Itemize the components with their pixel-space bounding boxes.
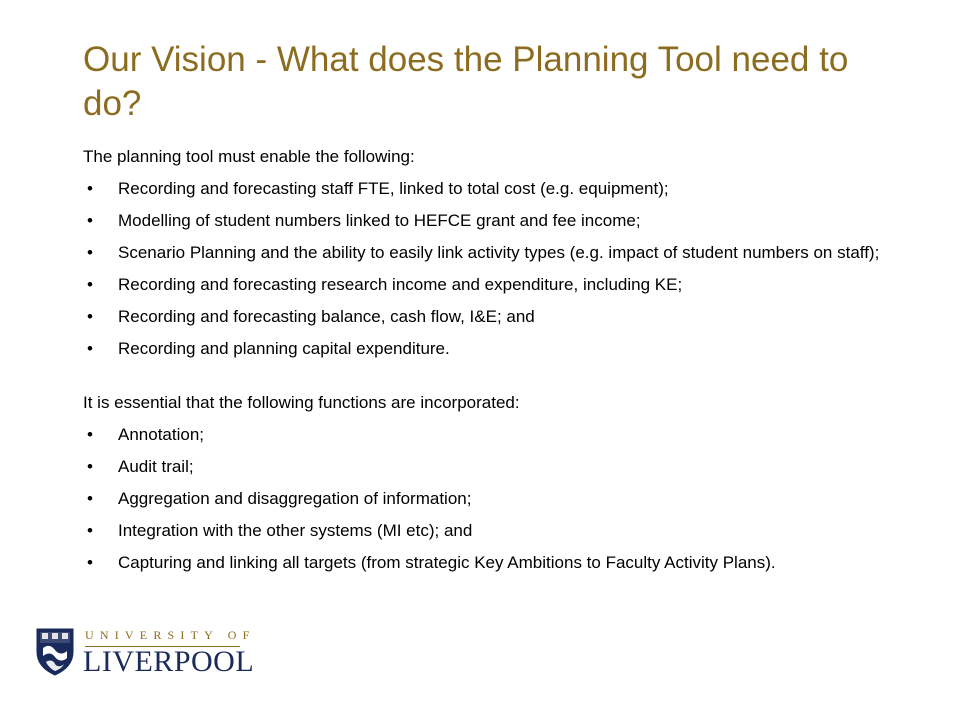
bullet-icon: • bbox=[87, 211, 93, 230]
list-item-text: Recording and forecasting research income and expenditure, including KE; bbox=[118, 275, 683, 294]
list-item bbox=[83, 520, 903, 542]
slide-body bbox=[83, 146, 903, 584]
list-item-text: Audit trail; bbox=[118, 457, 194, 476]
list-item-text: Integration with the other systems (MI etc); and bbox=[118, 521, 473, 540]
bullet-icon: • bbox=[87, 553, 93, 572]
list-item-text: Recording and forecasting balance, cash flow, I&E; and bbox=[118, 307, 535, 326]
bullet-icon: • bbox=[87, 243, 93, 262]
list-item-text: Recording and planning capital expenditure. bbox=[118, 339, 450, 358]
list-item bbox=[83, 456, 903, 478]
list-item bbox=[83, 306, 903, 328]
list-item-text: Annotation; bbox=[118, 425, 205, 444]
list-item-text: Recording and forecasting staff FTE, linked to total cost (e.g. equipment); bbox=[118, 179, 669, 198]
list-item bbox=[83, 178, 903, 200]
university-crest-icon bbox=[36, 628, 74, 676]
requirements-list bbox=[83, 178, 903, 360]
bullet-icon: • bbox=[87, 457, 93, 476]
functions-intro: It is essential that the following functions are incorporated: bbox=[83, 393, 520, 412]
list-item bbox=[83, 210, 903, 232]
bullet-icon: • bbox=[87, 425, 93, 444]
section-spacer bbox=[83, 370, 903, 392]
list-item-text: Modelling of student numbers linked to HEFCE grant and fee income; bbox=[118, 211, 641, 230]
list-item bbox=[83, 274, 903, 296]
list-item bbox=[83, 242, 903, 264]
requirements-intro: The planning tool must enable the following: bbox=[83, 147, 415, 166]
bullet-icon: • bbox=[87, 307, 93, 326]
list-item-text: Aggregation and disaggregation of information; bbox=[118, 489, 472, 508]
list-item-text: Scenario Planning and the ability to easily link activity types (e.g. impact of student numbers on staff); bbox=[118, 243, 880, 262]
slide-title: Our Vision - What does the Planning Tool need to do? bbox=[83, 40, 849, 123]
logo-university-of: UNIVERSITY OF bbox=[85, 628, 256, 642]
bullet-icon: • bbox=[87, 489, 93, 508]
bullet-icon: • bbox=[87, 339, 93, 358]
bullet-icon: • bbox=[87, 521, 93, 540]
list-item bbox=[83, 488, 903, 510]
logo-wordmark: LIVERPOOL bbox=[83, 645, 255, 678]
list-item bbox=[83, 552, 903, 574]
list-item-text: Capturing and linking all targets (from strategic Key Ambitions to Faculty Activity Plans). bbox=[118, 553, 776, 572]
list-item bbox=[83, 424, 903, 446]
list-item bbox=[83, 338, 903, 360]
university-logo bbox=[36, 628, 256, 678]
functions-list bbox=[83, 424, 903, 574]
bullet-icon: • bbox=[87, 179, 93, 198]
bullet-icon: • bbox=[87, 275, 93, 294]
